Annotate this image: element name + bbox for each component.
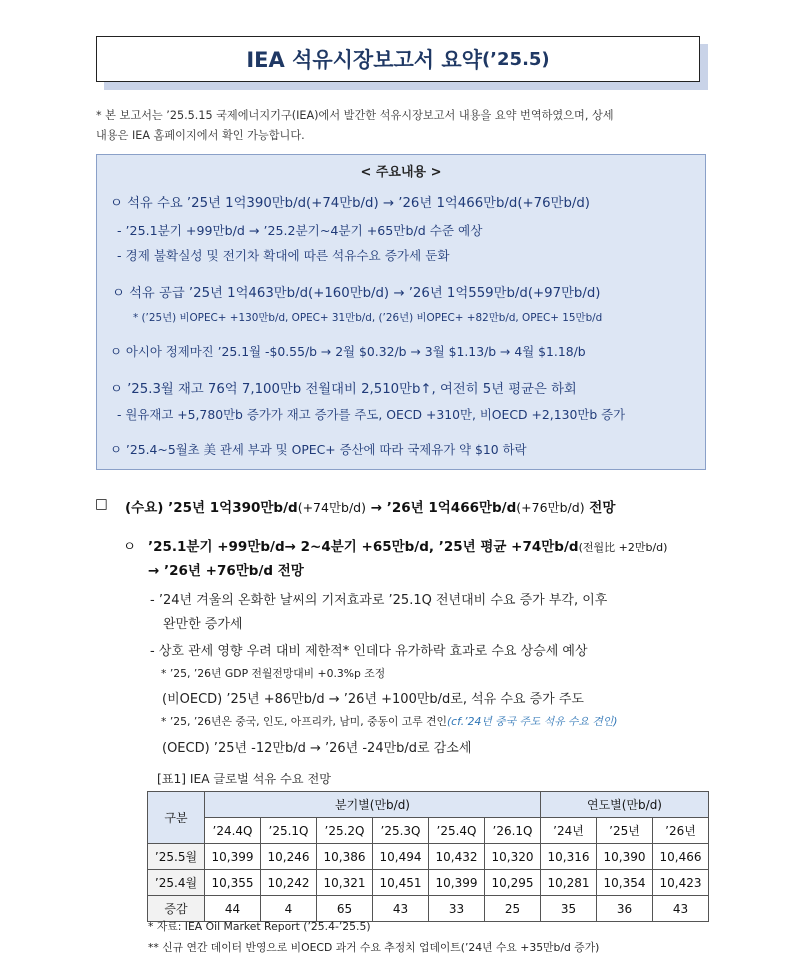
table-row	[148, 896, 709, 922]
table-col-header: ’25년	[597, 818, 653, 844]
table-corner: 구분	[148, 792, 205, 844]
table-cell: 10,423	[653, 870, 709, 896]
table-col-header: ’25.3Q	[373, 818, 429, 844]
table-cell: 43	[653, 896, 709, 922]
table-cell: 35	[541, 896, 597, 922]
summary-refining-margin: ㅇ 아시아 정제마진 ’25.1월 -$0.55/b → 2월 $0.32/b → 3월 $1.13/b → 4월 $1.18/b	[110, 344, 586, 359]
sub-heading-line-2: → ’26년 +76만b/d 전망	[148, 563, 304, 579]
body-line-1: - ’24년 겨울의 온화한 날씨의 기저효과로 ’25.1Q 전년대비 수요 증가 부각, 이후	[150, 593, 608, 608]
table-cell: 10,316	[541, 844, 597, 870]
table-cell: 33	[429, 896, 485, 922]
table-cell: 43	[373, 896, 429, 922]
table-cell: 65	[317, 896, 373, 922]
table-cell: 10,399	[205, 844, 261, 870]
section-heading: (수요) ’25년 1억390만b/d(+74만b/d) → ’26년 1억466만b/d(+76만b/d) 전망	[125, 500, 616, 516]
table-row-label: ’25.5월	[148, 844, 205, 870]
table-cell: 10,386	[317, 844, 373, 870]
body-line-2: 완만한 증가세	[163, 617, 243, 632]
summary-heading: < 주요내용 >	[360, 165, 442, 180]
summary-demand-detail-1: - ’25.1분기 +99만b/d → ’25.2분기~4분기 +65만b/d 수준 예상	[117, 223, 483, 238]
table-cell: 4	[261, 896, 317, 922]
table-col-header: ’25.2Q	[317, 818, 373, 844]
table-cell: 36	[597, 896, 653, 922]
summary-inventory: ㅇ ’25.3월 재고 76억 7,100만b 전월대비 2,510만b↑, 여전히 5년 평균은 하회	[110, 382, 577, 397]
table-caption: [표1] IEA 글로벌 석유 수요 전망	[157, 772, 331, 786]
table-source-footnote: * 자료: IEA Oil Market Report (’25.4-’25.5)	[148, 920, 371, 933]
table-cell: 10,466	[653, 844, 709, 870]
body-footnote-regions: * ’25, ’26년은 중국, 인도, 아프리카, 남미, 중동이 고루 견인(cf.’24년 중국 주도 석유 수요 견인)	[161, 715, 618, 728]
body-line-3: - 상호 관세 영향 우려 대비 제한적* 인데다 유가하락 효과로 수요 상승세 예상	[150, 644, 588, 659]
table-col-header: ’25.1Q	[261, 818, 317, 844]
table-cell: 10,246	[261, 844, 317, 870]
table-cell: 25	[485, 896, 541, 922]
table-group-annual: 연도별(만b/d)	[541, 792, 709, 818]
table-group-quarterly: 분기별(만b/d)	[205, 792, 541, 818]
summary-supply: ㅇ 석유 공급 ’25년 1억463만b/d(+160만b/d) → ’26년 1억559만b/d(+97만b/d)	[112, 286, 601, 301]
table-cell: 10,354	[597, 870, 653, 896]
table-col-header: ’26년	[653, 818, 709, 844]
body-oecd: (OECD) ’25년 -12만b/d → ’26년 -24만b/d로 감소세	[162, 741, 472, 756]
sub-bullet: ㅇ	[123, 539, 137, 555]
sub-heading: ’25.1분기 +99만b/d→ 2~4분기 +65만b/d, ’25년 평균 +74만b/d(전월比 +2만b/d)	[148, 539, 668, 555]
title-box	[96, 36, 700, 82]
section-bullet: □	[95, 496, 108, 512]
table-cell: 10,295	[485, 870, 541, 896]
table-col-header: ’25.4Q	[429, 818, 485, 844]
table-cell: 10,390	[597, 844, 653, 870]
table-cell: 10,355	[205, 870, 261, 896]
body-non-oecd: (비OECD) ’25년 +86만b/d → ’26년 +100만b/d로, 석유 수요 증가 주도	[162, 692, 584, 707]
report-note-line-1: * 본 보고서는 ’25.5.15 국제에너지기구(IEA)에서 발간한 석유시장보고서 내용을 요약 번역하였으며, 상세	[96, 109, 614, 122]
body-footnote-gdp: * ’25, ’26년 GDP 전월전망대비 +0.3%p 조정	[161, 667, 386, 680]
table-cell: 10,281	[541, 870, 597, 896]
table-cell: 44	[205, 896, 261, 922]
table-cell: 10,451	[373, 870, 429, 896]
demand-table	[147, 791, 709, 922]
table-cell: 10,399	[429, 870, 485, 896]
summary-demand: ㅇ 석유 수요 ’25년 1억390만b/d(+74만b/d) → ’26년 1억466만b/d(+76만b/d)	[110, 196, 590, 211]
summary-inventory-detail: - 원유재고 +5,780만b 증가가 재고 증가를 주도, OECD +310만, 비OECD +2,130만b 증가	[117, 407, 626, 422]
table-cell: 10,321	[317, 870, 373, 896]
table-col-header: ’26.1Q	[485, 818, 541, 844]
table-row	[148, 844, 709, 870]
summary-demand-detail-2: - 경제 불확실성 및 전기차 확대에 따른 석유수요 증가세 둔화	[117, 248, 450, 263]
report-note-line-2: 내용은 IEA 홈페이지에서 확인 가능합니다.	[96, 129, 305, 142]
table-row-label: 증감	[148, 896, 205, 922]
table-cell: 10,320	[485, 844, 541, 870]
table-row	[148, 870, 709, 896]
table-cell: 10,242	[261, 870, 317, 896]
page-title-date: (’25.5)	[481, 48, 550, 70]
table-cell: 10,432	[429, 844, 485, 870]
table-col-header: ’24.4Q	[205, 818, 261, 844]
summary-oil-price: ㅇ ’25.4~5월초 美 관세 부과 및 OPEC+ 증산에 따라 국제유가 약 $10 하락	[110, 442, 527, 457]
table-col-header: ’24년	[541, 818, 597, 844]
table-row-label: ’25.4월	[148, 870, 205, 896]
summary-supply-detail: * (’25년) 비OPEC+ +130만b/d, OPEC+ 31만b/d, (’26년) 비OPEC+ +82만b/d, OPEC+ 15만b/d	[133, 312, 603, 324]
table-cell: 10,494	[373, 844, 429, 870]
page-title: IEA 석유시장보고서 요약	[246, 48, 482, 72]
table-update-footnote: ** 신규 연간 데이터 반영으로 비OECD 과거 수요 추정치 업데이트(’24년 수요 +35만b/d 증가)	[148, 941, 600, 954]
